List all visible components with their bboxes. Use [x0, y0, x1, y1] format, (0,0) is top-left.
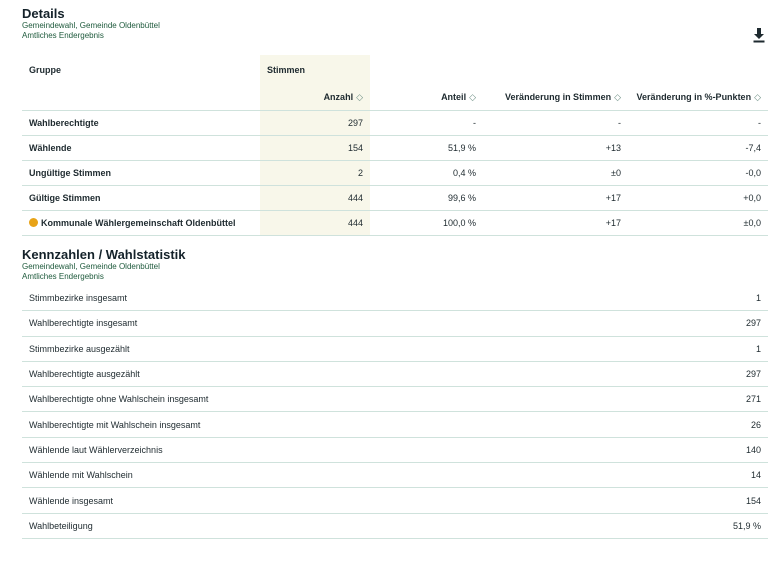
statistics-list [22, 286, 768, 539]
kennzahlen-section [22, 247, 768, 531]
list-item [22, 387, 768, 412]
table-row-party [22, 210, 768, 235]
stat-value: 297 [745, 369, 761, 380]
header-anteil-label: Anteil [441, 91, 467, 102]
table-row [22, 185, 768, 210]
kennzahlen-title: Kennzahlen / Wahlstatistik [22, 247, 186, 262]
stat-label: Wahlberechtigte insgesamt [29, 318, 138, 329]
cell-anteil: 100,0 % [370, 210, 483, 235]
party-name: Kommunale Wählergemeinschaft Oldenbüttel [41, 217, 236, 228]
stat-value: 51,9 % [732, 520, 761, 531]
cell-anteil: 99,6 % [370, 185, 483, 210]
cell-diff-pct: -7,4 [628, 135, 768, 160]
stat-label: Wahlberechtigte mit Wahlschein insgesamt [29, 419, 201, 430]
list-item [22, 311, 768, 336]
header-veraenderung-punkte-label: Veränderung in %-Punkten [636, 91, 752, 102]
download-icon[interactable] [752, 27, 766, 43]
party-color-dot [29, 218, 38, 227]
sort-icon: ◇ [469, 91, 476, 102]
stat-value: 26 [750, 419, 761, 430]
cell-anzahl: 154 [260, 135, 370, 160]
list-item [22, 337, 768, 362]
sort-icon: ◇ [754, 91, 761, 102]
row-label: Ungültige Stimmen [22, 160, 260, 185]
cell-anteil: - [370, 110, 483, 135]
stat-value: 297 [745, 318, 761, 329]
list-item [22, 286, 768, 311]
results-table [22, 55, 768, 236]
stat-label: Stimmbezirke ausgezählt [29, 343, 130, 354]
stat-label: Wählende mit Wahlschein [29, 470, 133, 481]
stat-label: Wählende insgesamt [29, 495, 114, 506]
cell-diff: +17 [483, 210, 628, 235]
table-row [22, 110, 768, 135]
header-row-columns [22, 85, 768, 110]
stat-label: Wahlberechtigte ohne Wahlschein insgesamt [29, 394, 209, 405]
cell-diff-pct: - [628, 110, 768, 135]
header-veraenderung-punkte[interactable] [628, 85, 768, 110]
stat-value: 1 [755, 293, 761, 304]
cell-diff: +17 [483, 185, 628, 210]
stat-value: 1 [755, 343, 761, 354]
details-subtitle-election: Gemeindewahl, Gemeinde Oldenbüttel [22, 21, 160, 30]
cell-diff-pct: ±0,0 [628, 210, 768, 235]
cell-anzahl: 444 [260, 185, 370, 210]
table-row [22, 160, 768, 185]
list-item [22, 438, 768, 463]
stat-label: Wahlbeteiligung [29, 520, 93, 531]
cell-diff-pct: -0,0 [628, 160, 768, 185]
stat-value: 271 [745, 394, 761, 405]
header-anzahl[interactable] [260, 85, 370, 110]
header-anteil[interactable] [370, 85, 483, 110]
cell-anzahl: 2 [260, 160, 370, 185]
stat-value: 154 [745, 495, 761, 506]
list-item [22, 463, 768, 488]
header-anzahl-label: Anzahl [323, 91, 354, 102]
list-item [22, 488, 768, 513]
header-stimmen: Stimmen [260, 55, 370, 85]
kennzahlen-subtitle-status: Amtliches Endergebnis [22, 272, 104, 281]
cell-diff: - [483, 110, 628, 135]
details-section [22, 6, 768, 228]
stat-value: 140 [745, 444, 761, 455]
cell-anteil: 0,4 % [370, 160, 483, 185]
cell-anteil: 51,9 % [370, 135, 483, 160]
list-item [22, 362, 768, 387]
kennzahlen-subtitle-election: Gemeindewahl, Gemeinde Oldenbüttel [22, 262, 160, 271]
list-item [22, 514, 768, 539]
cell-diff: ±0 [483, 160, 628, 185]
stat-label: Stimmbezirke insgesamt [29, 293, 128, 304]
row-label: Wahlberechtigte [22, 110, 260, 135]
row-label-party [22, 210, 260, 235]
table-row [22, 135, 768, 160]
cell-diff: +13 [483, 135, 628, 160]
header-row-groups [22, 55, 768, 85]
header-gruppe: Gruppe [29, 65, 62, 75]
details-title: Details [22, 6, 65, 21]
cell-diff-pct: +0,0 [628, 185, 768, 210]
stat-label: Wahlberechtigte ausgezählt [29, 369, 140, 380]
stat-label: Wählende laut Wählerverzeichnis [29, 444, 163, 455]
cell-anzahl: 297 [260, 110, 370, 135]
row-label: Wählende [22, 135, 260, 160]
header-veraenderung-stimmen[interactable] [483, 85, 628, 110]
header-veraenderung-stimmen-label: Veränderung in Stimmen [505, 91, 612, 102]
list-item [22, 412, 768, 437]
cell-anzahl: 444 [260, 210, 370, 235]
stat-value: 14 [750, 470, 761, 481]
details-subtitle-status: Amtliches Endergebnis [22, 31, 104, 40]
row-label: Gültige Stimmen [22, 185, 260, 210]
sort-icon: ◇ [614, 91, 621, 102]
sort-icon: ◇ [356, 91, 363, 102]
